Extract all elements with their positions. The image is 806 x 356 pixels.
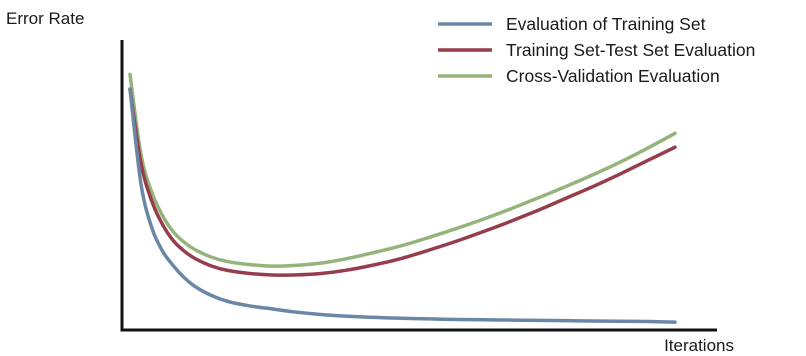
series-line-training bbox=[130, 89, 675, 322]
legend-label-training: Evaluation of Training Set bbox=[506, 14, 706, 34]
legend-label-test: Training Set-Test Set Evaluation bbox=[506, 40, 756, 60]
legend-item-test bbox=[438, 40, 755, 60]
legend-item-training bbox=[438, 14, 706, 34]
x-axis-label: Iterations bbox=[664, 336, 734, 355]
y-axis-label: Error Rate bbox=[6, 9, 85, 28]
legend-label-cross-validation: Cross-Validation Evaluation bbox=[506, 66, 720, 86]
series-line-cross-validation bbox=[130, 74, 675, 266]
legend bbox=[438, 14, 755, 86]
series-group bbox=[130, 74, 675, 322]
legend-item-cross-validation bbox=[438, 66, 720, 86]
